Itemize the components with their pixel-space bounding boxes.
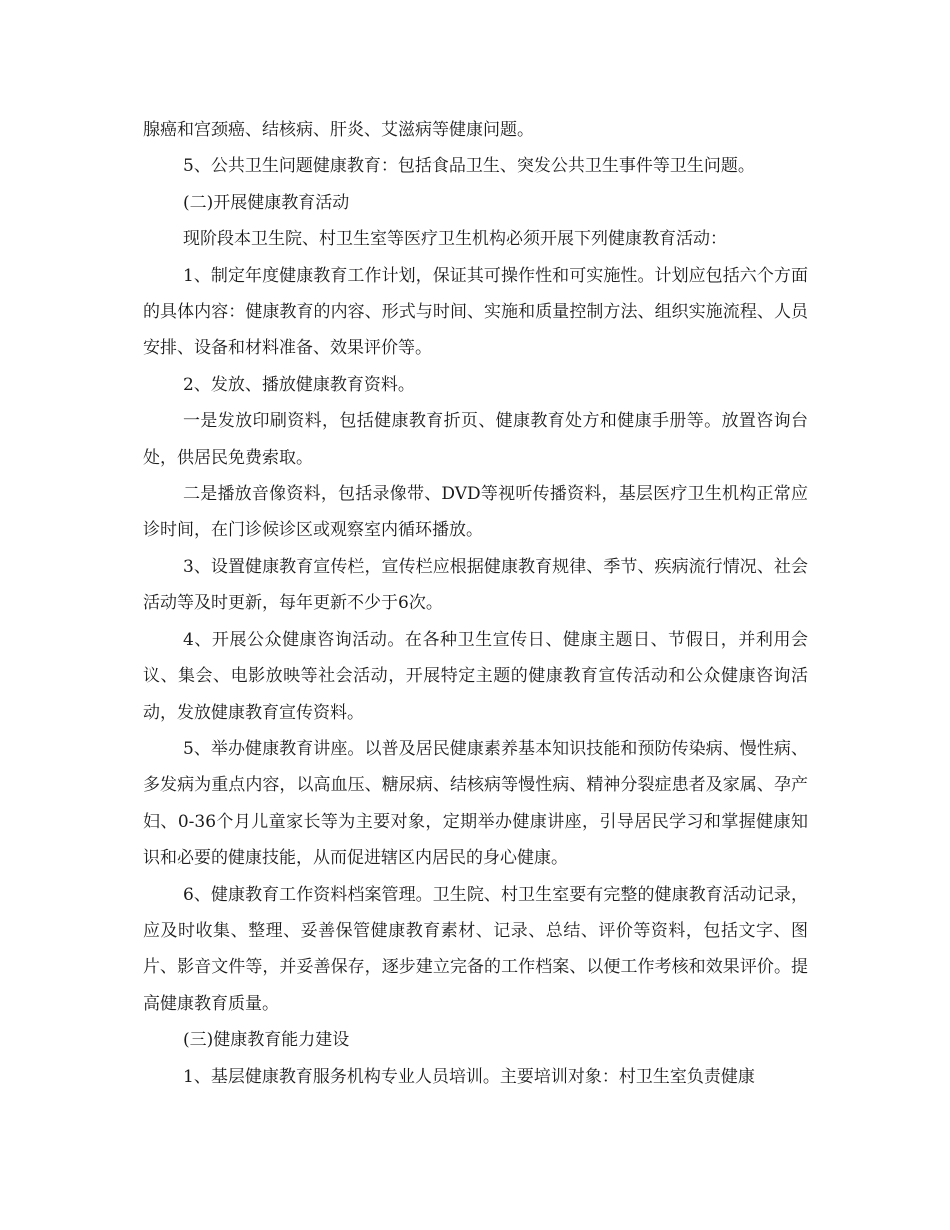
paragraph-7: 一是发放印刷资料，包括健康教育折页、健康教育处方和健康手册等。放置咨询台处，供居民免费索取。 [143, 411, 808, 468]
paragraph-9: 3、设置健康教育宣传栏，宣传栏应根据健康教育规律、季节、疾病流行情况、社会活动等及时更新，每年更新不少于6次。 [143, 556, 808, 614]
paragraph-1: 腺癌和宫颈癌、结核病、肝炎、艾滋病等健康问题。 [143, 120, 534, 140]
paragraph-6: 2、发放、播放健康教育资料。 [183, 374, 415, 395]
section-heading-3: (三)健康教育能力建设 [183, 1030, 350, 1051]
paragraph-2: 5、公共卫生问题健康教育：包括食品卫生、突发公共卫生事件等卫生问题。 [183, 156, 755, 177]
paragraph-8: 二是播放音像资料，包括录像带、DVD等视听传播资料，基层医疗卫生机构正常应诊时间，在门诊候诊区或观察室内循环播放。 [143, 484, 808, 541]
paragraph-14: 1、基层健康教育服务机构专业人员培训。主要培训对象：村卫生室负责健康 [183, 1066, 755, 1087]
document-body [143, 112, 808, 1095]
section-heading-2: (二)开展健康教育活动 [183, 192, 350, 213]
paragraph-12: 6、健康教育工作资料档案管理。卫生院、村卫生室要有完整的健康教育活动记录，应及时收集、整理、妥善保管健康教育素材、记录、总结、评价等资料，包括文字、图片、影音文件等，并妥善保存，逐步建立完备的工作档案、以便工作考核和效果评价。提高健康教育质量。 [143, 884, 808, 1014]
paragraph-11: 5、举办健康教育讲座。以普及居民健康素养基本知识技能和预防传染病、慢性病、多发病为重点内容，以高血压、糖尿病、结核病等慢性病、精神分裂症患者及家属、孕产妇、0-36个月儿童家长等为主要对象，定期举办健康讲座，引导居民学习和掌握健康知识和必要的健康技能，从而促进辖区内居民的身心健康。 [143, 738, 808, 869]
paragraph-10: 4、开展公众健康咨询活动。在各种卫生宣传日、健康主题日、节假日，并利用会议、集会、电影放映等社会活动，开展特定主题的健康教育宣传活动和公众健康咨询活动，发放健康教育宣传资料。 [143, 629, 808, 723]
paragraph-5: 1、制定年度健康教育工作计划，保证其可操作性和可实施性。计划应包括六个方面的具体内容：健康教育的内容、形式与时间、实施和质量控制方法、组织实施流程、人员安排、设备和材料准备、效果评价等。 [143, 265, 808, 359]
paragraph-4: 现阶段本卫生院、村卫生室等医疗卫生机构必须开展下列健康教育活动： [183, 229, 727, 250]
